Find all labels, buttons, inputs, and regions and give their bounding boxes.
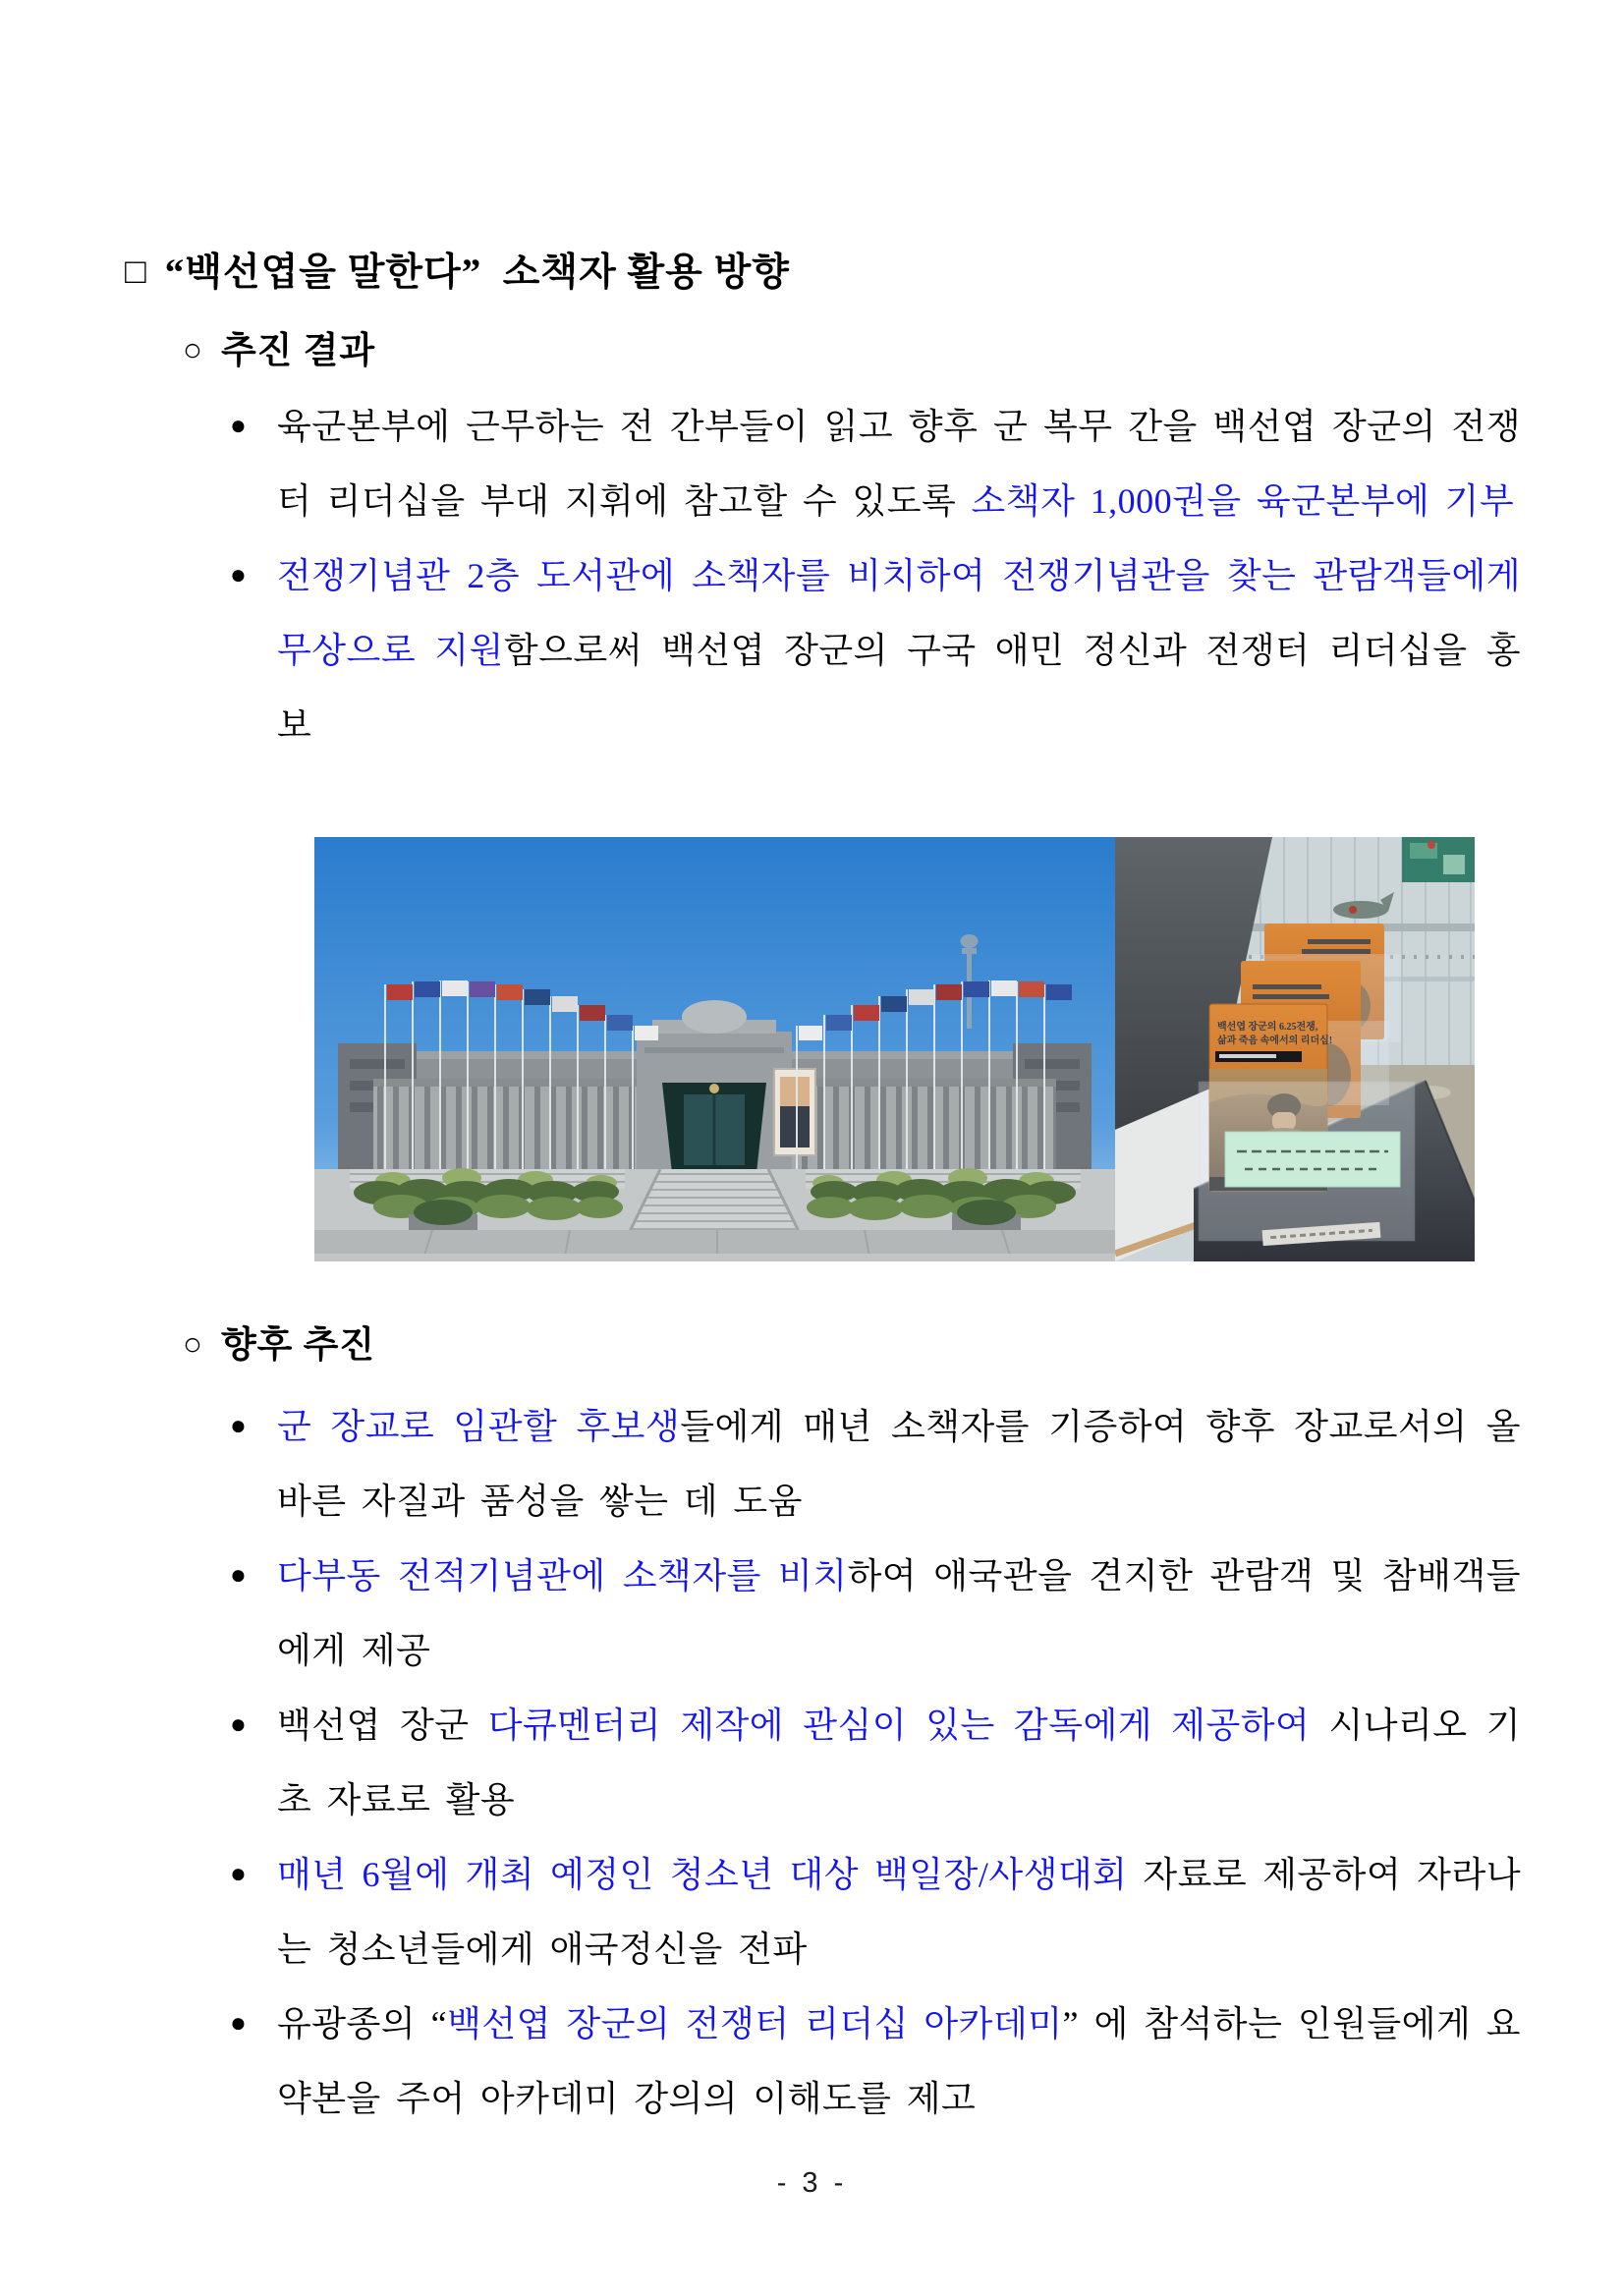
dot-bullet-icon: ● <box>230 2008 248 2039</box>
page-number: - 3 - <box>776 2167 848 2199</box>
list-item <box>230 1837 1521 1987</box>
future-list <box>230 1389 1522 2136</box>
text-segment-highlight: 전쟁기념관 2층 도서관에 소책자를 비치하여 전쟁기념관을 찾는 관람객들에게 무상으로 지원 <box>277 556 1521 670</box>
text-segment: 들에게 매년 소책자를 기증하여 향후 장교로서의 올바른 자질과 품성을 쌓는 데 도움 <box>277 1407 1522 1521</box>
list-item <box>230 538 1522 762</box>
circle-bullet-icon: ○ <box>183 1327 203 1363</box>
document-title <box>125 242 790 297</box>
dot-bullet-icon: ● <box>230 1560 248 1591</box>
text-segment: 함으로써 백선엽 장군의 구국 애민 정신과 전쟁터 리더십을 홍보 <box>277 631 1522 745</box>
war-memorial-photo <box>314 837 1115 1261</box>
list-item <box>230 1688 1521 1837</box>
list-item <box>230 389 1521 538</box>
text-segment: ” 에 참석하는 인원들에게 요약본을 주어 아카데미 강의의 이해도를 제고 <box>277 2004 1521 2118</box>
text-segment-highlight: 다큐멘터리 제작에 관심이 있는 감독에게 제공하여 <box>487 1706 1311 1745</box>
section-heading-text: 추진 결과 <box>220 331 376 371</box>
list-item <box>230 1389 1522 1539</box>
booklet-title-line1: 백선엽 장군의 6.25전쟁, <box>1217 1022 1318 1033</box>
text-segment-highlight: 다부동 전적기념관에 소책자를 비치 <box>277 1556 848 1595</box>
portrait-banner <box>774 1069 815 1155</box>
text-segment-highlight: 백선엽 장군의 전쟁터 리더십 아카데미 <box>447 2004 1063 2043</box>
foreground-pavement <box>314 1230 1115 1261</box>
wall-mural <box>1402 837 1475 882</box>
results-list <box>230 389 1522 762</box>
text-segment: 하여 애국관을 견지한 관람객 및 참배객들에게 제공 <box>277 1556 1521 1670</box>
title-text: “백선엽을 말한다” 소책자 활용 방향 <box>164 252 790 294</box>
text-segment: 자료로 제공하여 자라나는 청소년들에게 애국정신을 전파 <box>277 1855 1521 1969</box>
text-segment-highlight: 소책자 1,000권을 육군본부에 기부 <box>971 481 1515 521</box>
booklet-title-line2: 삶과 죽음 속에서의 리더십! <box>1217 1036 1333 1046</box>
section-heading-results <box>183 320 375 373</box>
text-segment: 육군본부에 근무하는 전 간부들이 읽고 향후 군 복무 간을 백선엽 장군의 전쟁터 리더십을 부대 지휘에 참고할 수 있도록 <box>277 407 1521 521</box>
dot-bullet-icon: ● <box>230 1411 248 1441</box>
booklet-display-illustration <box>1115 837 1475 1261</box>
text-segment: 백선엽 장군 <box>277 1706 488 1745</box>
dot-bullet-icon: ● <box>230 1859 248 1889</box>
dot-bullet-icon: ● <box>230 1709 248 1740</box>
dot-bullet-icon: ● <box>230 411 248 441</box>
text-segment: 유광종의 “ <box>277 2004 448 2043</box>
note-card <box>1225 1132 1400 1187</box>
text-segment-highlight: 매년 6월에 개최 예정인 청소년 대상 백일장/사생대회 <box>277 1855 1128 1894</box>
text-segment-highlight: 군 장교로 임관할 후보생 <box>277 1407 681 1446</box>
circle-bullet-icon: ○ <box>183 333 203 368</box>
dot-bullet-icon: ● <box>230 560 248 590</box>
text-segment: 시나리오 기초 자료로 활용 <box>277 1706 1521 1819</box>
section-heading-future <box>183 1315 375 1368</box>
war-memorial-illustration <box>314 837 1115 1261</box>
section-heading-text: 향후 추진 <box>220 1325 376 1366</box>
photo-row <box>314 837 1475 1261</box>
list-item <box>230 1987 1521 2136</box>
booklet-display-photo <box>1115 837 1475 1261</box>
square-bullet-icon: □ <box>125 252 147 291</box>
list-item <box>230 1539 1521 1688</box>
